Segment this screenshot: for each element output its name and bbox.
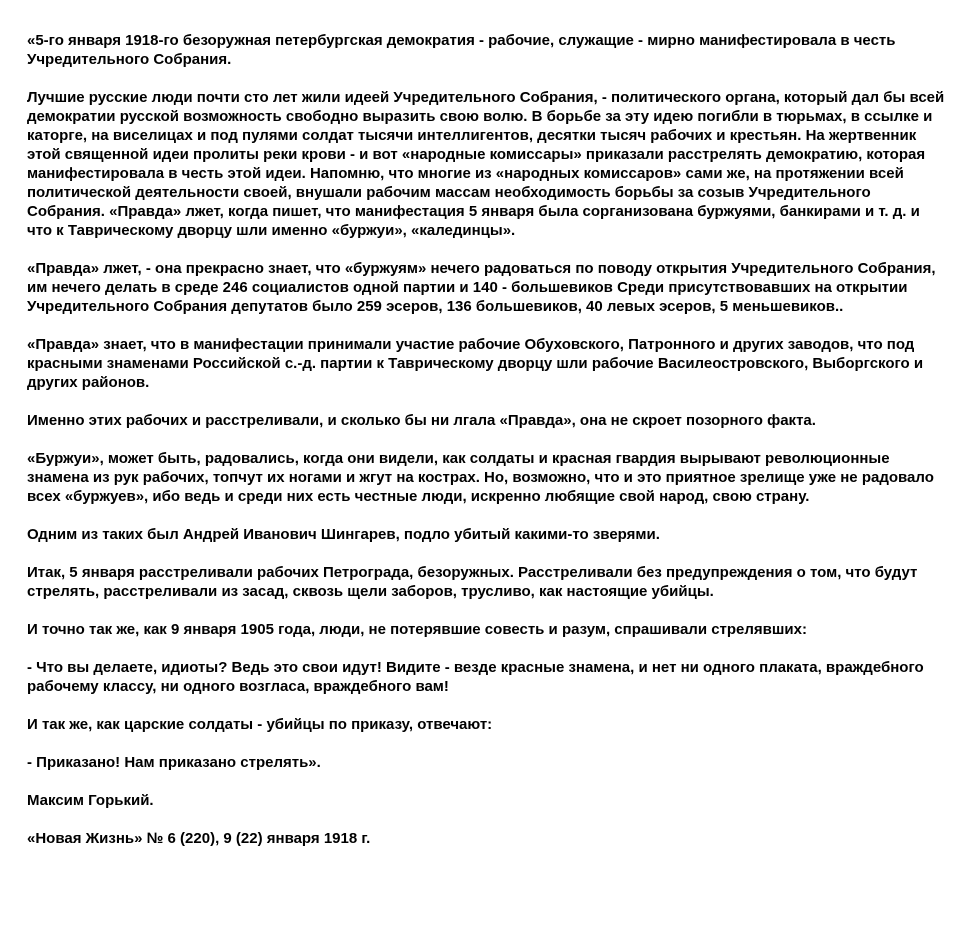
paragraph-bourgeois: «Буржуи», может быть, радовались, когда они видели, как солдаты и красная гвардия вырывают революционные знамена из рук рабочих, топчут их ногами и жгут на кострах. Но, возможно, что и это приятное зрелище уже не радовало всех «буржуев», ибо ведь и среди них есть честные люди, искренно любящие свой народ, свою страну. [27, 450, 934, 505]
paragraph-shooting: Итак, 5 января расстреливали рабочих Петрограда, безоружных. Расстреливали без предупреждения о том, что будут стрелять, расстреливали из засад, сквозь щели заборов, трусливо, как настоящие убийцы. [27, 564, 918, 600]
paragraph-1905-comparison: И точно так же, как 9 января 1905 года, люди, не потерявшие совесть и разум, спрашивали стрелявших: [27, 621, 807, 638]
paragraph-shingarev: Одним из таких был Андрей Иванович Шингарев, подло убитый какими-то зверями. [27, 526, 660, 543]
paragraph-soldiers-answer: И так же, как царские солдаты - убийцы по приказу, отвечают: [27, 716, 493, 733]
paragraph-question-quote: - Что вы делаете, идиоты? Ведь это свои идут! Видите - везде красные знамена, и нет ни одного плаката, враждебного рабочему классу, ни одного возгласа, враждебного вам! [27, 659, 924, 695]
paragraph-these-workers: Именно этих рабочих и расстреливали, и сколько бы ни лгала «Правда», она не скроет позорного факта. [27, 412, 816, 429]
paragraph-constituent-assembly-idea: Лучшие русские люди почти сто лет жили идеей Учредительного Собрания, - политического органа, который дал бы всей демократии русской возможность свободно выразить свою волю. В борьбе за эту идею погибли в тюрьмах, в ссылке и каторге, на виселицах и под пулями солдат тысячи интеллигентов, десятки тысяч рабочих и крестьян. На жертвенник этой священной идеи пролиты реки крови - и вот «народные комиссары» приказали расстрелять демократию, которая манифестировала в честь этой идеи. Напомню, что многие из «народных комиссаров» сами же, на протяжении всей политической деятельности своей, внушали рабочим массам необходимость борьбы за созыв Учредительного Собрания. «Правда» лжет, когда пишет, что манифестация 5 января была сорганизована буржуями, банкирами и т. д. и что к Таврическому дворцу шли именно «буржуи», «калединцы». [27, 89, 945, 239]
paragraph-intro: «5-го января 1918-го безоружная петербургская демократия - рабочие, служащие - мирно манифестировала в честь Учредительного Собрания. [27, 32, 896, 68]
paragraph-ordered-quote: - Приказано! Нам приказано стрелять». [27, 754, 321, 771]
article-body [27, 31, 949, 848]
paragraph-pravda-lies: «Правда» лжет, - она прекрасно знает, что «буржуям» нечего радоваться по поводу открытия Учредительного Собрания, им нечего делать в среде 246 социалистов одной партии и 140 - большевиков Среди присутствовавших на открытии Учредительного Собрания депутатов было 259 эсеров, 136 большевиков, 40 левых эсеров, 5 меньшевиков.. [27, 260, 936, 315]
author-signature: Максим Горький. [27, 792, 154, 809]
source-citation: «Новая Жизнь» № 6 (220), 9 (22) января 1918 г. [27, 830, 371, 847]
paragraph-pravda-knows: «Правда» знает, что в манифестации принимали участие рабочие Обуховского, Патронного и других заводов, что под красными знаменами Российской с.-д. партии к Таврическому дворцу шли рабочие Василеостровского, Выборгского и других районов. [27, 336, 924, 391]
